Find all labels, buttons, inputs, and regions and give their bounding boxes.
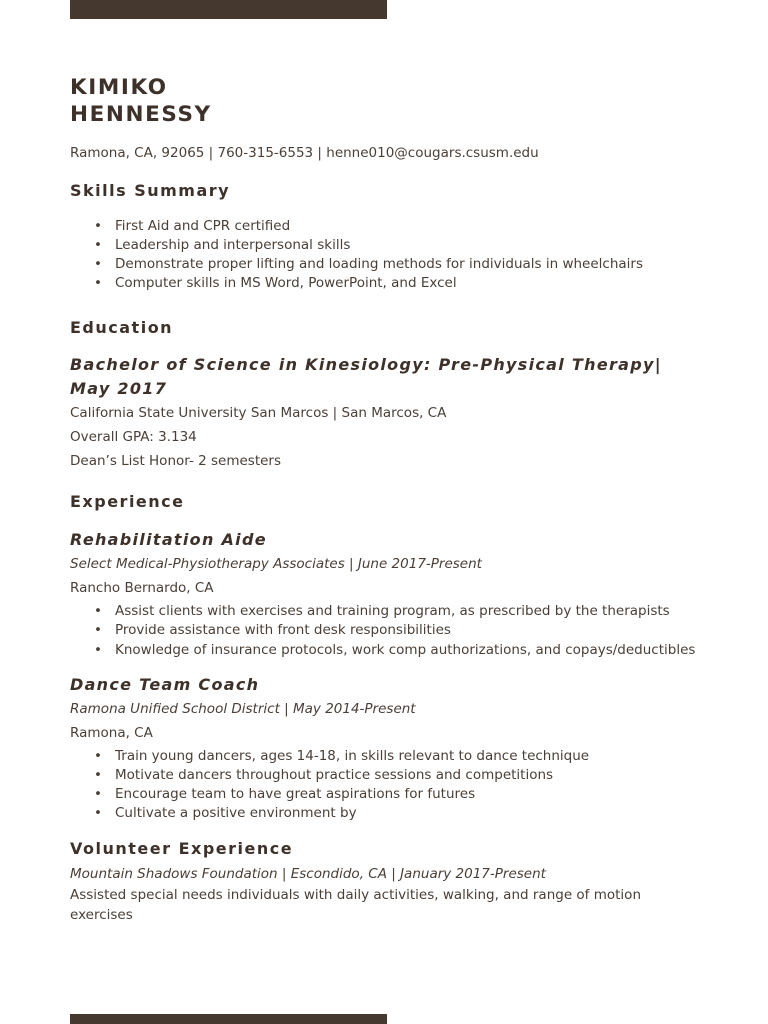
resume-body (70, 74, 700, 925)
list-item: • Demonstrate proper lifting and loading methods for individuals in wheelchairs (94, 255, 700, 274)
job-title: Dance Team Coach (70, 675, 260, 694)
volunteer-heading: Volunteer Experience (70, 839, 294, 858)
candidate-name (70, 74, 700, 128)
job-duties (94, 602, 700, 660)
volunteer-org: Mountain Shadows Foundation | Escondido, CA | January 2017-Present (70, 866, 546, 882)
list-item: • Provide assistance with front desk responsibilities (94, 621, 700, 640)
job-location: Rancho Bernardo, CA (70, 580, 214, 596)
list-item: • First Aid and CPR certified (94, 217, 700, 236)
gpa: Overall GPA: 3.134 (70, 429, 197, 445)
header-accent-bar (70, 0, 387, 19)
education-heading: Education (70, 318, 174, 337)
job-employer: Ramona Unified School District | May 2014-Present (70, 701, 416, 717)
job-entry (70, 528, 700, 660)
list-item: • Knowledge of insurance protocols, work comp authorizations, and copays/deductibles (94, 640, 700, 660)
first-name: KIMIKO (70, 75, 168, 100)
list-item: • Cultivate a positive environment by (94, 804, 700, 823)
contact-info: Ramona, CA, 92065 | 760-315-6553 | henne010@cougars.csusm.edu (70, 145, 539, 161)
degree-date: May 2017 (70, 379, 168, 398)
footer-accent-bar (70, 1014, 387, 1024)
degree-title-line: Bachelor of Science in Kinesiology: Pre-Physical Therapy| (70, 355, 662, 374)
job-employer: Select Medical-Physiotherapy Associates | June 2017-Present (70, 556, 482, 572)
job-duties (94, 747, 700, 823)
degree-title (70, 353, 700, 401)
volunteer-description: Assisted special needs individuals with daily activities, walking, and range of motion exercises (70, 887, 641, 923)
experience-heading: Experience (70, 492, 185, 511)
job-location: Ramona, CA (70, 725, 153, 741)
list-item: • Motivate dancers throughout practice sessions and competitions (94, 766, 700, 785)
list-item: • Train young dancers, ages 14-18, in skills relevant to dance technique (94, 747, 700, 766)
skills-list (94, 217, 700, 293)
list-item: • Assist clients with exercises and training program, as prescribed by the therapists (94, 602, 700, 621)
honors: Dean’s List Honor- 2 semesters (70, 453, 282, 469)
skills-heading: Skills Summary (70, 181, 231, 200)
job-title: Rehabilitation Aide (70, 530, 267, 549)
job-entry (70, 673, 700, 823)
last-name: HENNESSY (70, 102, 212, 127)
list-item: • Encourage team to have great aspirations for futures (94, 785, 700, 804)
list-item: • Computer skills in MS Word, PowerPoint, and Excel (94, 274, 700, 293)
list-item: • Leadership and interpersonal skills (94, 236, 700, 255)
school-name: California State University San Marcos | San Marcos, CA (70, 405, 447, 421)
